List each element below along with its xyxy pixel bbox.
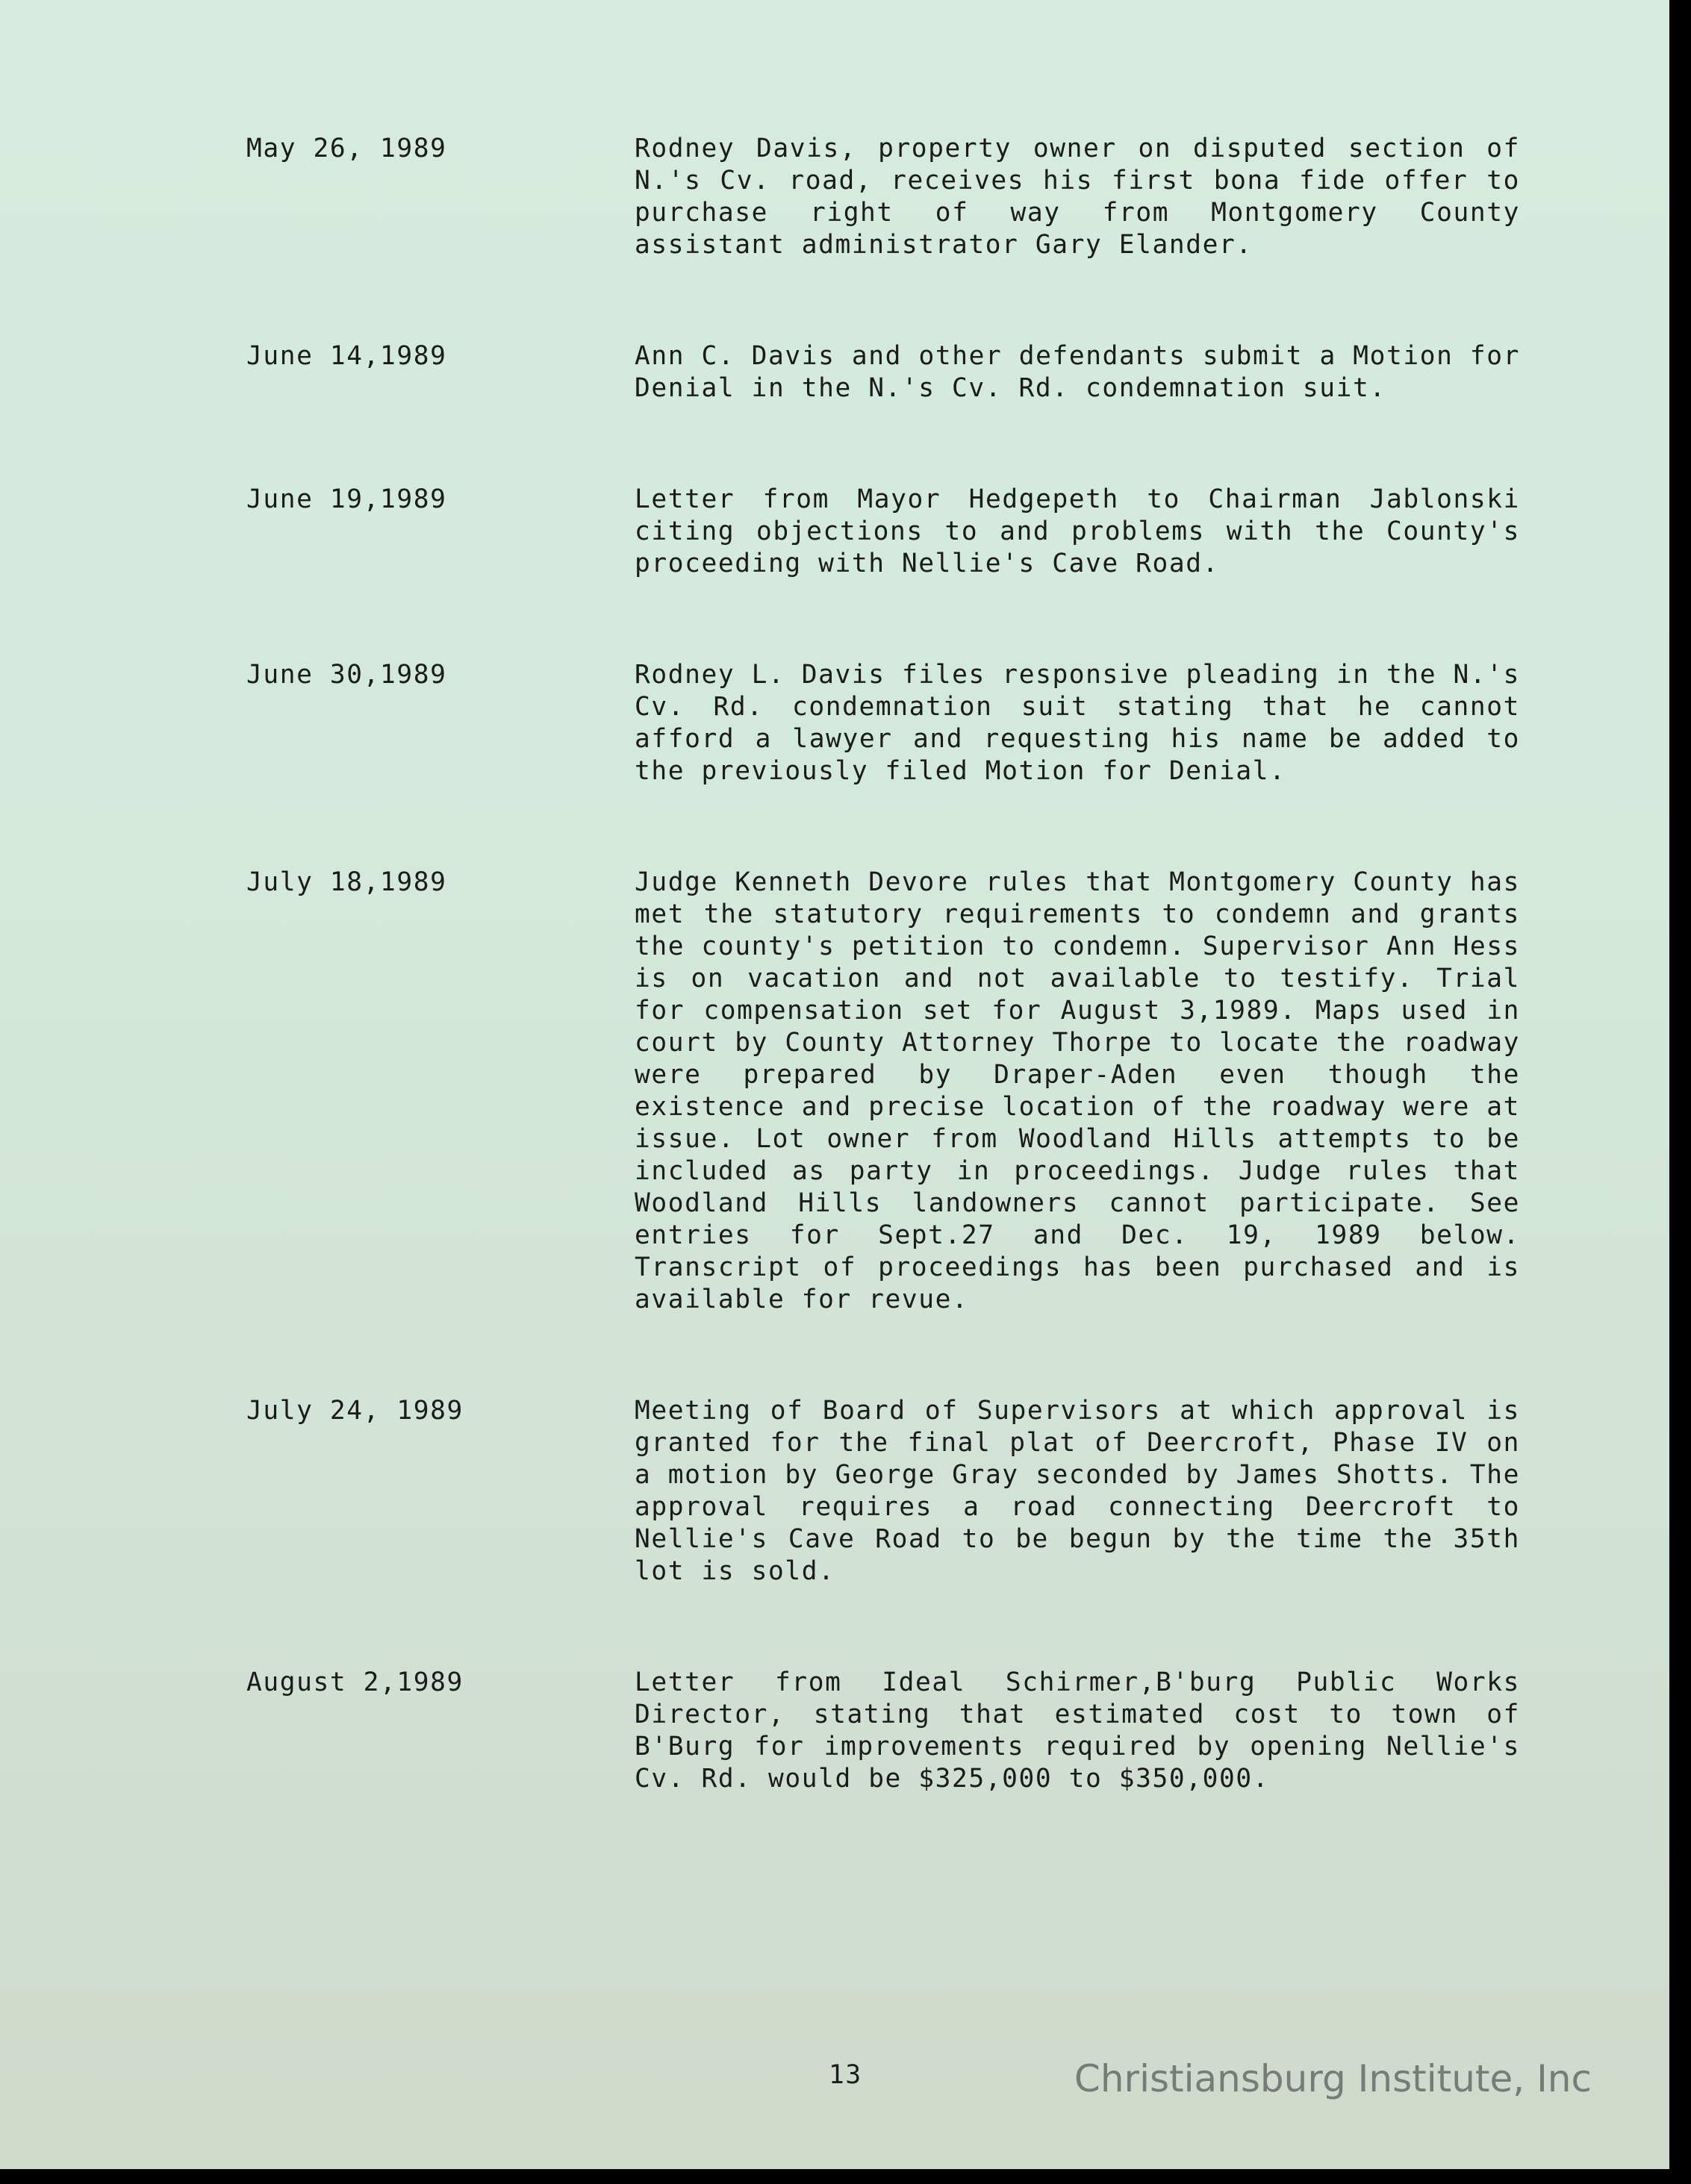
chronology-entry [246, 133, 1523, 261]
entry-date: June 19,1989 [246, 484, 447, 514]
entry-text: Letter from Mayor Hedgepeth to Chairman Jablonski citing objections to and problems with the County's proceeding with Nellie's Cave Road. [635, 484, 1520, 578]
watermark-text: Christiansburg Institute, Inc [1074, 2057, 1592, 2100]
chronology-entry [246, 659, 1523, 787]
entry-date: June 14,1989 [246, 341, 447, 371]
chronology-entries [246, 133, 1523, 1874]
entry-text: Letter from Ideal Schirmer,B'burg Public Works Director, stating that estimated cost to town of B'Burg for improvements required by opening Nellie's Cv. Rd. would be $325,000 to $350,000. [635, 1667, 1520, 1794]
chronology-entry [246, 867, 1523, 1316]
entry-text: Rodney L. Davis files responsive pleading in the N.'s Cv. Rd. condemnation suit stating that he cannot afford a lawyer and requesting his name be added to the previously filed Motion for Denial. [635, 660, 1520, 786]
chronology-entry [246, 340, 1523, 405]
entry-text: Ann C. Davis and other defendants submit a Motion for Denial in the N.'s Cv. Rd. condemnation suit. [635, 341, 1520, 403]
entry-date: July 18,1989 [246, 867, 447, 897]
chronology-entry [246, 1395, 1523, 1588]
entry-date: August 2,1989 [246, 1667, 464, 1697]
entry-date: May 26, 1989 [246, 134, 447, 163]
entry-date: July 24, 1989 [246, 1396, 464, 1426]
entry-text: Rodney Davis, property owner on disputed section of N.'s Cv. road, receives his first bona fide offer to purchase right of way from Montgomery County assistant administrator Gary Elander. [635, 134, 1520, 260]
entry-date: June 30,1989 [246, 660, 447, 690]
page-number: 13 [829, 2060, 862, 2090]
entry-text: Judge Kenneth Devore rules that Montgomery County has met the statutory requirements to condemn and grants the county's petition to condemn. Supervisor Ann Hess is on vacation and not available to testify. Trial for compensation set for August 3,1989. Maps used in court by County Attorney Thorpe to locate the roadway were prepared by Draper-Aden even though the existence and precise location of the roadway were at issue. Lot owner from Woodland Hills attempts to be included as party in proceedings. Judge rules that Woodland Hills landowners cannot participate. See entries for Sept.27 and Dec. 19, 1989 below. Transcript of proceedings has been purchased and is available for revue. [635, 867, 1520, 1314]
chronology-entry [246, 484, 1523, 580]
entry-text: Meeting of Board of Supervisors at which approval is granted for the final plat of Deercroft, Phase IV on a motion by George Gray seconded by James Shotts. The approval requires a road connecting Deercroft to Nellie's Cave Road to be begun by the time the 35th lot is sold. [635, 1396, 1520, 1586]
chronology-entry [246, 1667, 1523, 1795]
